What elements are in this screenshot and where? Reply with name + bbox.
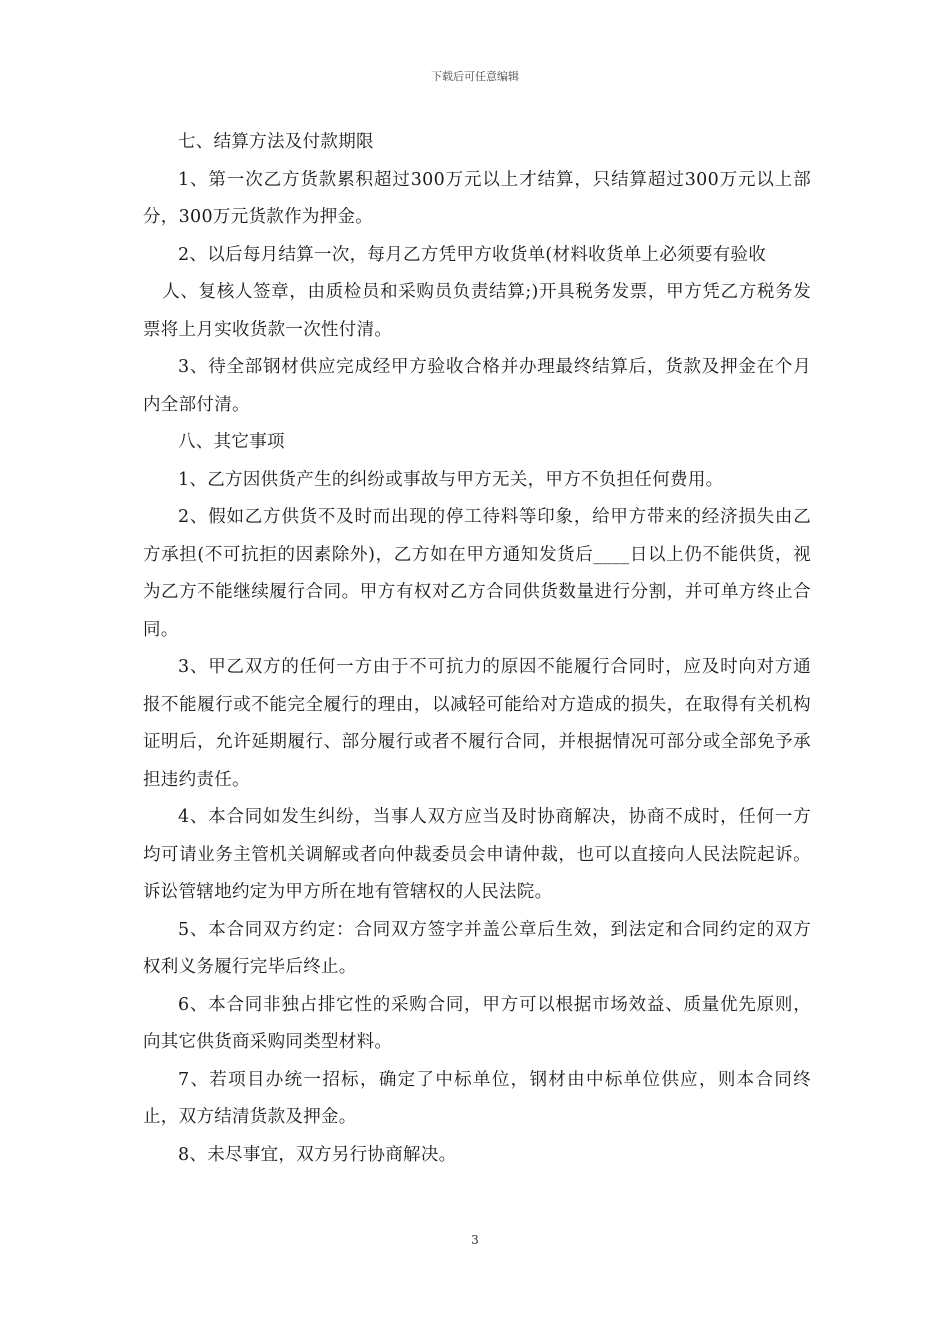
page-number: 3: [471, 1233, 479, 1247]
paragraph: 1、第一次乙方货款累积超过300万元以上才结算，只结算超过300万元以上部分，300万元货款作为押金。: [143, 169, 811, 227]
paragraph: 5、本合同双方约定：合同双方签字并盖公章后生效，到法定和合同约定的双方权利义务履行完毕后终止。: [143, 919, 811, 977]
paragraph: 人、复核人签章，由质检员和采购员负责结算;)开具税务发票，甲方凭乙方税务发票将上月实收货款一次性付清。: [143, 282, 811, 340]
paragraph: 3、待全部钢材供应完成经甲方验收合格并办理最终结算后，货款及押金在个月内全部付清。: [143, 357, 811, 415]
paragraph: 2、假如乙方供货不及时而出现的停工待料等印象，给甲方带来的经济损失由乙方承担(不可抗拒的因素除外)，乙方如在甲方通知发货后____日以上仍不能供货，视为乙方不能继续履行合同。甲方有权对乙方合同供货数量进行分割，并可单方终止合同。: [143, 507, 811, 640]
page-header: 下载后可任意编辑: [431, 70, 519, 83]
paragraph: 7、若项目办统一招标，确定了中标单位，钢材由中标单位供应，则本合同终止，双方结清货款及押金。: [143, 1069, 811, 1127]
paragraph: 3、甲乙双方的任何一方由于不可抗力的原因不能履行合同时，应及时向对方通报不能履行或不能完全履行的理由，以减轻可能给对方造成的损失，在取得有关机构证明后，允许延期履行、部分履行或者不履行合同，并根据情况可部分或全部免予承担违约责任。: [143, 657, 811, 790]
paragraph: 4、本合同如发生纠纷，当事人双方应当及时协商解决，协商不成时，任何一方均可请业务主管机关调解或者向仲裁委员会申请仲裁，也可以直接向人民法院起诉。诉讼管辖地约定为甲方所在地有管辖权的人民法院。: [143, 807, 811, 902]
paragraph: 2、以后每月结算一次，每月乙方凭甲方收货单(材料收货单上必须要有验收: [178, 244, 767, 265]
paragraph: 1、乙方因供货产生的纠纷或事故与甲方无关，甲方不负担任何费用。: [178, 469, 724, 490]
paragraph: 8、未尽事宜，双方另行协商解决。: [178, 1144, 457, 1165]
paragraph: 6、本合同非独占排它性的采购合同，甲方可以根据市场效益、质量优先原则，向其它供货商采购同类型材料。: [143, 994, 811, 1052]
section-heading-settlement: 七、结算方法及付款期限: [178, 132, 374, 152]
section-heading-other-matters: 八、其它事项: [178, 432, 285, 452]
document-body: [143, 124, 811, 1174]
